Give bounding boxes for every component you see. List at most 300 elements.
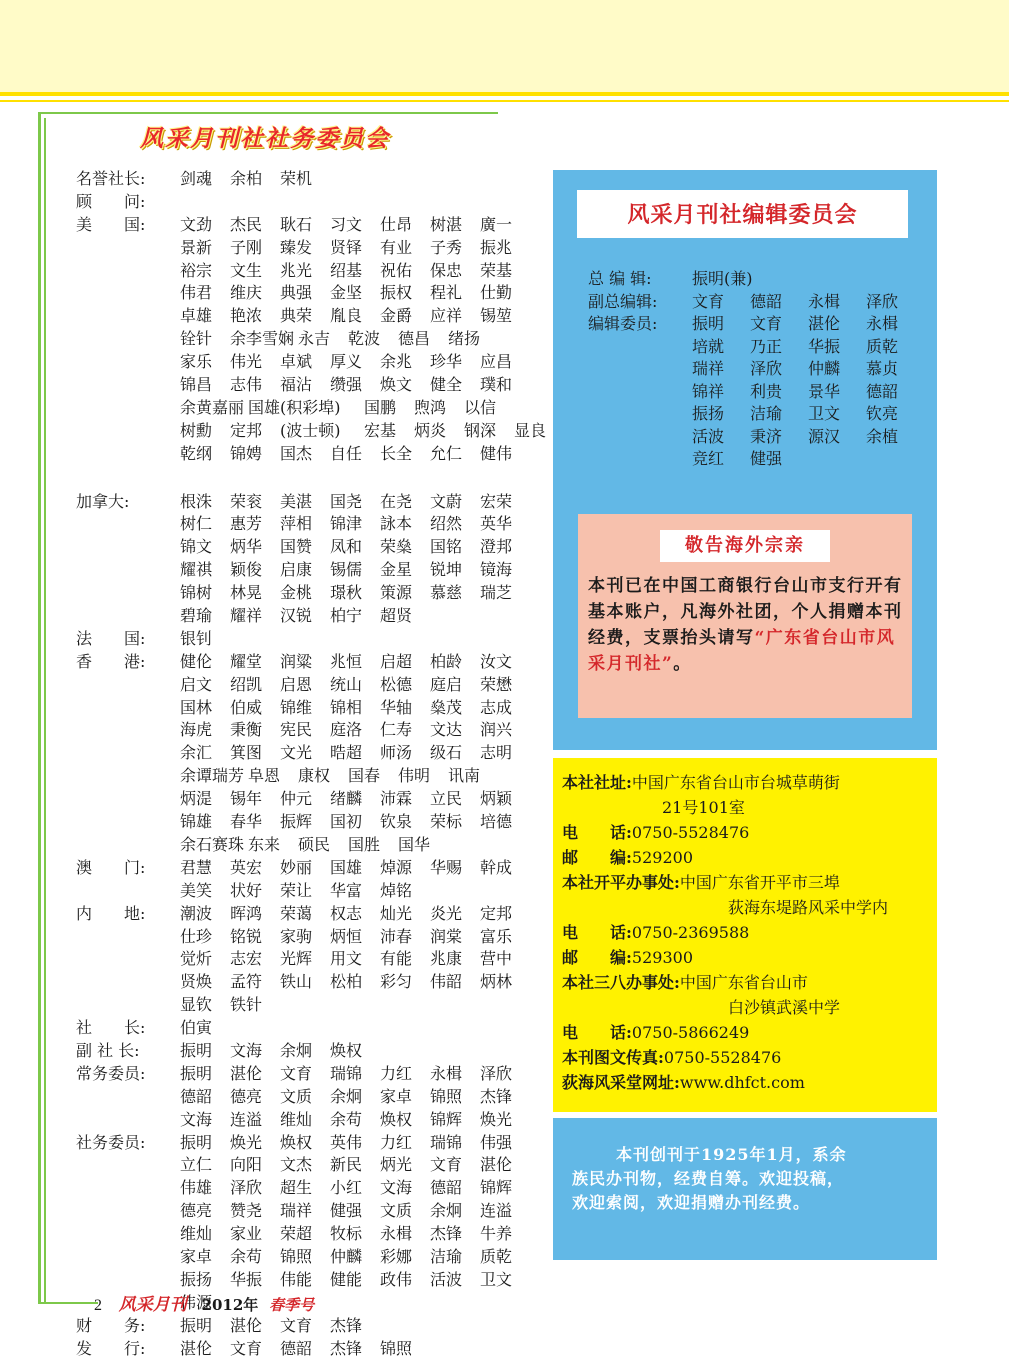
member-name: 文达 [430, 720, 463, 740]
member-name: 国雄(积彩埠) [248, 397, 341, 417]
member-name: 宏基 [364, 420, 397, 440]
roster-row [76, 926, 536, 949]
sanba-phone: 0750-5866249 [631, 1023, 750, 1042]
roster-row [76, 605, 536, 628]
post-value: 529200 [631, 848, 693, 867]
member-name: 树湛 [430, 214, 463, 234]
roster-row [76, 191, 536, 214]
roster-names [180, 282, 530, 305]
member-name: 允仁 [430, 443, 463, 463]
roster-row [76, 420, 547, 443]
member-name: 东来 [248, 834, 281, 854]
member-name: 显良 [514, 420, 547, 440]
member-name: 瑞锦 [330, 1063, 363, 1083]
sanba-office-label: 本社三八办事处: [562, 973, 680, 992]
member-name: 耀堂 [230, 651, 263, 671]
roster-row [76, 397, 536, 420]
editor-name: 德韶 [866, 381, 899, 401]
editor-name: 文育 [692, 291, 725, 311]
member-name: 余石赛珠 [180, 834, 245, 854]
member-name: 国鹏 [364, 397, 397, 417]
roster-row [76, 559, 536, 582]
member-name: 林晃 [230, 583, 263, 603]
member-name: 国林 [180, 697, 213, 717]
member-name: 志伟 [230, 375, 263, 395]
roster-names [180, 513, 530, 536]
member-name: 绍然 [430, 514, 463, 534]
roster-names [180, 994, 280, 1017]
member-name: 长全 [380, 443, 413, 463]
member-name: 剑魂 [180, 169, 213, 188]
roster-row [76, 374, 536, 397]
member-name: 锐坤 [430, 560, 463, 580]
editor-name: 泽欣 [750, 359, 783, 378]
address-value-2: 21号101室 [662, 798, 745, 817]
kaiping-address: 中国广东省开平市三埠 [679, 873, 840, 892]
roster-names [180, 971, 530, 994]
member-name: 耀祥 [230, 606, 263, 626]
member-name: 锡儒 [330, 560, 363, 580]
member-name: 沛春 [380, 926, 413, 946]
roster-label: 法 国: [76, 628, 146, 648]
member-name: 炳湜 [180, 789, 213, 809]
member-name: 振权 [380, 283, 413, 303]
member-name: 余黄嘉丽 [180, 397, 245, 417]
member-name: 家乐 [180, 352, 213, 372]
member-name: 仁寿 [380, 720, 413, 740]
roster-label: 副 社 长: [76, 1040, 140, 1060]
member-name: 瑞祥 [280, 1201, 313, 1221]
member-name: 荣燊 [380, 537, 413, 557]
roster-row [76, 237, 536, 260]
member-name: 典强 [280, 283, 313, 303]
roster-row [76, 674, 536, 697]
member-name: 焕光 [230, 1132, 263, 1152]
member-name: 孟符 [230, 972, 263, 992]
member-name: 振扬 [180, 1269, 213, 1289]
editor-name: 余植 [866, 426, 899, 446]
member-name: 福沾 [280, 375, 313, 395]
roster-row [76, 1177, 536, 1200]
member-name: 缵强 [330, 375, 363, 395]
member-name: 立仁 [180, 1155, 213, 1175]
member-name: 卓斌 [280, 352, 313, 372]
member-name: 国铭 [430, 537, 463, 557]
member-name: 金坚 [330, 283, 363, 303]
member-name: 余苟 [330, 1109, 363, 1129]
roster-label: 社 长: [76, 1018, 146, 1038]
roster-names [180, 374, 530, 397]
roster-row [76, 857, 536, 880]
editor-name: 乃正 [750, 336, 783, 356]
member-name: 荣衮 [230, 491, 263, 511]
roster-names [180, 559, 530, 582]
member-name: 根洙 [180, 491, 213, 511]
member-name: 锡年 [230, 789, 263, 809]
member-name: 权志 [330, 903, 363, 923]
member-name: 锦娉 [230, 443, 263, 463]
member-name: 以信 [464, 397, 497, 417]
roster-row [76, 1017, 536, 1040]
editor-name: 慕贞 [866, 359, 899, 378]
member-name: 美笑 [180, 880, 213, 900]
member-name: 锦文 [180, 537, 213, 557]
member-name: 政伟 [380, 1269, 413, 1289]
roster-row [76, 214, 536, 237]
member-name: 连溢 [480, 1201, 513, 1221]
member-name: 德韶 [430, 1178, 463, 1198]
member-name: 华轴 [380, 697, 413, 717]
member-name: 硕民 [298, 834, 331, 854]
roster-names [180, 697, 530, 720]
member-name: 余柏 [230, 169, 263, 188]
member-name: 培德 [480, 812, 513, 832]
roster-row [76, 582, 536, 605]
member-name: 健强 [330, 1201, 363, 1221]
roster-label: 财 务: [76, 1315, 146, 1335]
member-name: 余谭瑞芳 [180, 766, 245, 786]
editorial-names [692, 381, 924, 404]
member-name: 焯铭 [380, 880, 413, 900]
member-name: 伯威 [230, 697, 263, 717]
roster-names [180, 214, 530, 237]
fax-value: 0750-5528476 [663, 1048, 782, 1067]
member-name: 潮波 [180, 903, 213, 923]
issue-year: 2012年 [201, 1296, 259, 1314]
member-name: 兆康 [430, 949, 463, 969]
editorial-label: 副总编辑: [588, 291, 658, 311]
member-name: 健能 [330, 1269, 363, 1289]
member-name: 璟秋 [330, 583, 363, 603]
roster-names [180, 1338, 430, 1361]
member-name: 沛霖 [380, 789, 413, 809]
member-name: 健全 [430, 375, 463, 395]
member-name: 显钦 [180, 995, 213, 1015]
roster-names [180, 1223, 530, 1246]
member-name: 金桃 [280, 583, 313, 603]
member-name: 子刚 [230, 237, 263, 257]
roster-names [180, 903, 530, 926]
member-name: 余炯 [430, 1201, 463, 1221]
editor-name: 泽欣 [866, 291, 899, 311]
roster-names [180, 948, 530, 971]
roster-label: 澳 门: [76, 857, 146, 877]
roster-row [76, 697, 536, 720]
member-name: 焕文 [380, 375, 413, 395]
member-name: 华赐 [430, 857, 463, 877]
member-name: 乾纲 [180, 443, 213, 463]
member-name: 卫文 [480, 1269, 513, 1289]
member-name: 振明 [180, 1063, 213, 1083]
roster-row [76, 834, 536, 857]
member-name: 国雄 [330, 857, 363, 877]
member-name: 润棠 [430, 926, 463, 946]
member-name: 国尧 [330, 491, 363, 511]
roster-row [76, 742, 536, 765]
member-name: 牧标 [330, 1224, 363, 1244]
member-name: 仕勤 [480, 283, 513, 303]
member-name: 锦辉 [430, 1109, 463, 1129]
roster-names [180, 926, 530, 949]
member-name: 质乾 [480, 1246, 513, 1266]
website-link[interactable]: www.dhfct.com [679, 1073, 805, 1092]
member-name: 文育 [230, 1338, 263, 1358]
member-name: 幹成 [480, 857, 513, 877]
member-name: 永吉 [298, 329, 331, 349]
member-name: 金爵 [380, 306, 413, 326]
notice-body [588, 573, 906, 677]
member-name: 洁瑜 [430, 1246, 463, 1266]
editorial-label: 编辑委员: [588, 314, 658, 333]
member-name: 箕图 [230, 743, 263, 763]
member-name: 金星 [380, 560, 413, 580]
roster-names [180, 811, 530, 834]
member-name: 文蔚 [430, 491, 463, 511]
editor-name: 华振 [808, 336, 841, 356]
roster-row [76, 719, 536, 742]
member-name: 锦昌 [180, 375, 213, 395]
member-name: 炳华 [230, 537, 263, 557]
member-name: 家卓 [180, 1246, 213, 1266]
roster-row [76, 1086, 536, 1109]
member-name: 习文 [330, 214, 363, 234]
member-name: 策源 [380, 583, 413, 603]
roster-row [76, 260, 536, 283]
member-name: 焕权 [280, 1132, 313, 1152]
contact-list [562, 770, 888, 1095]
website-label: 荻海风采堂网址: [562, 1073, 680, 1092]
about-line-2: 族民办刊物，经费自筹。欢迎投稿， [572, 1169, 845, 1188]
editorial-title: 风采月刊社编辑委员会 [627, 202, 858, 228]
member-name: 柏宁 [330, 606, 363, 626]
roster-label: 社务委员: [76, 1132, 146, 1152]
member-name: 晖鸿 [230, 903, 263, 923]
roster-names [180, 834, 448, 857]
roster-names [180, 765, 498, 788]
member-name: 柏龄 [430, 651, 463, 671]
member-name: 汉锐 [280, 606, 313, 626]
editor-name: 卫文 [808, 404, 841, 423]
member-name: 余汇 [180, 743, 213, 763]
member-name: 应祥 [430, 306, 463, 326]
roster-names [180, 857, 530, 880]
member-name: 杰民 [230, 214, 263, 234]
member-name: 君慧 [180, 857, 213, 877]
roster-names [180, 880, 430, 903]
editor-name: 湛伦 [808, 314, 841, 333]
member-name: 家卓 [380, 1086, 413, 1106]
member-name: 伟能 [280, 1269, 313, 1289]
roster-names [180, 1132, 530, 1155]
member-name: 春华 [230, 812, 263, 832]
member-name: 贤铎 [330, 237, 363, 257]
member-name: 活波 [430, 1269, 463, 1289]
member-name: 营中 [480, 949, 513, 969]
member-name: 德亮 [230, 1086, 263, 1106]
member-name: 泽欣 [230, 1178, 263, 1198]
member-name: 海虎 [180, 720, 213, 740]
member-name: 兆恒 [330, 651, 363, 671]
member-name: 文劲 [180, 214, 213, 234]
member-name: 绍基 [330, 260, 363, 280]
member-name: 保忠 [430, 260, 463, 280]
member-name: 银钊 [180, 628, 213, 648]
roster-names [180, 237, 530, 260]
member-name: 妙丽 [280, 857, 313, 877]
kaiping-phone: 0750-2369588 [631, 923, 750, 942]
member-name: 仕珍 [180, 926, 213, 946]
member-name: 阜恩 [248, 766, 281, 786]
notice-title: 敬告海外宗亲 [660, 530, 830, 562]
member-name: 宪民 [280, 720, 313, 740]
editor-name: 培就 [692, 336, 725, 356]
member-name: 仕昂 [380, 214, 413, 234]
member-name: 庭洛 [330, 720, 363, 740]
editor-name: 瑞祥 [692, 359, 725, 378]
roster-names [180, 582, 530, 605]
top-border-line [38, 112, 498, 114]
editor-name: 文育 [750, 314, 783, 333]
roster-gap [76, 466, 536, 491]
member-name: 珍华 [430, 352, 463, 372]
member-name: 德韶 [280, 1338, 313, 1358]
member-name: 英宏 [230, 857, 263, 877]
roster-names [180, 443, 530, 466]
member-name: 晧超 [330, 743, 363, 763]
roster-names [180, 420, 564, 443]
member-name: 荣超 [280, 1224, 313, 1244]
editor-name: 振明(兼) [692, 269, 753, 288]
roster-label: 名誉社长: [76, 169, 146, 188]
member-name: 定邦 [230, 420, 263, 440]
member-name: 庭启 [430, 674, 463, 694]
member-name: 自任 [330, 443, 363, 463]
editor-name: 仲麟 [808, 359, 841, 378]
member-name: 裕宗 [180, 260, 213, 280]
roster-row [76, 880, 536, 903]
page-number: 2 [94, 1297, 102, 1314]
member-name: 贤焕 [180, 972, 213, 992]
member-name: 树勳 [180, 420, 213, 440]
member-name: 文海 [230, 1040, 263, 1060]
member-name: 文质 [380, 1201, 413, 1221]
editor-name: 活波 [692, 426, 725, 446]
roster-label: 常务委员: [76, 1063, 146, 1083]
member-name: 慕慈 [430, 583, 463, 603]
member-name: 维灿 [280, 1109, 313, 1129]
member-name: 伟源 [180, 1292, 213, 1312]
member-name: 文杰 [280, 1155, 313, 1175]
member-name: 瑞芝 [480, 583, 513, 603]
roster-names [180, 1063, 530, 1086]
editor-name: 景华 [808, 381, 841, 401]
member-name: 绪扬 [448, 329, 481, 349]
member-name: 德韶 [180, 1086, 213, 1106]
kaiping-post-label: 邮 编: [562, 948, 632, 967]
member-name: 振明 [180, 1040, 213, 1060]
member-name: 锦津 [330, 514, 363, 534]
roster-row [76, 351, 536, 374]
member-name: 级石 [430, 743, 463, 763]
editorial-names [692, 336, 924, 359]
member-name: 华振 [230, 1269, 263, 1289]
member-name: 润兴 [480, 720, 513, 740]
member-name: 燊茂 [430, 697, 463, 717]
roster-names [180, 1269, 530, 1292]
member-name: 炳颖 [480, 789, 513, 809]
member-name: 惠芳 [230, 514, 263, 534]
member-name: 美湛 [280, 491, 313, 511]
editor-name: 健强 [750, 449, 783, 468]
member-name: 光辉 [280, 949, 313, 969]
member-name: 志明 [480, 743, 513, 763]
member-name: 余兆 [380, 352, 413, 372]
roster-row [76, 971, 536, 994]
editor-name: 锦祥 [692, 381, 725, 401]
member-name: 启超 [380, 651, 413, 671]
member-name: 余炯 [330, 1086, 363, 1106]
member-name: 锦树 [180, 583, 213, 603]
member-name: 余苟 [230, 1246, 263, 1266]
member-name: 湛伦 [230, 1315, 263, 1335]
roster-row [76, 994, 536, 1017]
member-name: 厚义 [330, 352, 363, 372]
member-name: 铭锐 [230, 926, 263, 946]
member-name: 小红 [330, 1178, 363, 1198]
sanba-address: 中国广东省台山市 [679, 973, 808, 992]
member-name: 焕权 [380, 1109, 413, 1129]
member-name: 杰锋 [330, 1338, 363, 1358]
member-name: 状好 [230, 880, 263, 900]
roster-row [76, 1109, 536, 1132]
member-name: 碧瑜 [180, 606, 213, 626]
member-name: 康权 [298, 766, 331, 786]
editor-name: 振明 [692, 314, 725, 333]
member-name: 杰锋 [480, 1086, 513, 1106]
member-name: 定邦 [480, 903, 513, 923]
roster-names [180, 628, 230, 651]
member-name: 文育 [280, 1063, 313, 1083]
member-name: 绍凯 [230, 674, 263, 694]
kaiping-office-label: 本社开平办事处: [562, 873, 680, 892]
member-name: 国赞 [280, 537, 313, 557]
member-name: 荣基 [480, 260, 513, 280]
member-name: 用文 [330, 949, 363, 969]
roster-names [180, 260, 530, 283]
sanba-address-2: 白沙镇武溪中学 [728, 998, 841, 1017]
member-name: 维庆 [230, 283, 263, 303]
member-name: 英华 [480, 514, 513, 534]
member-name: 荣让 [280, 880, 313, 900]
about-line-3: 欢迎索阅，欢迎捐赠办刊经费。 [572, 1193, 811, 1212]
member-name: 国初 [330, 812, 363, 832]
member-name: 文光 [280, 743, 313, 763]
roster-names [180, 742, 530, 765]
roster-names [180, 1177, 530, 1200]
editorial-names [692, 358, 924, 381]
notice-text: 本刊已在中国工商银行台山市支行开有基本账户，凡海外社团，个人捐赠本刊经费，支票抬头请写 [588, 576, 903, 648]
kaiping-post: 529300 [631, 948, 693, 967]
member-name: 萍相 [280, 514, 313, 534]
member-name: 国华 [398, 834, 431, 854]
magazine-name: 风采月刊 [118, 1295, 187, 1315]
member-name: 杰锋 [330, 1315, 363, 1335]
member-name: 彩娜 [380, 1246, 413, 1266]
member-name: 秉衡 [230, 720, 263, 740]
member-name: 文质 [280, 1086, 313, 1106]
member-name: 新民 [330, 1155, 363, 1175]
member-name: 德昌 [398, 329, 431, 349]
